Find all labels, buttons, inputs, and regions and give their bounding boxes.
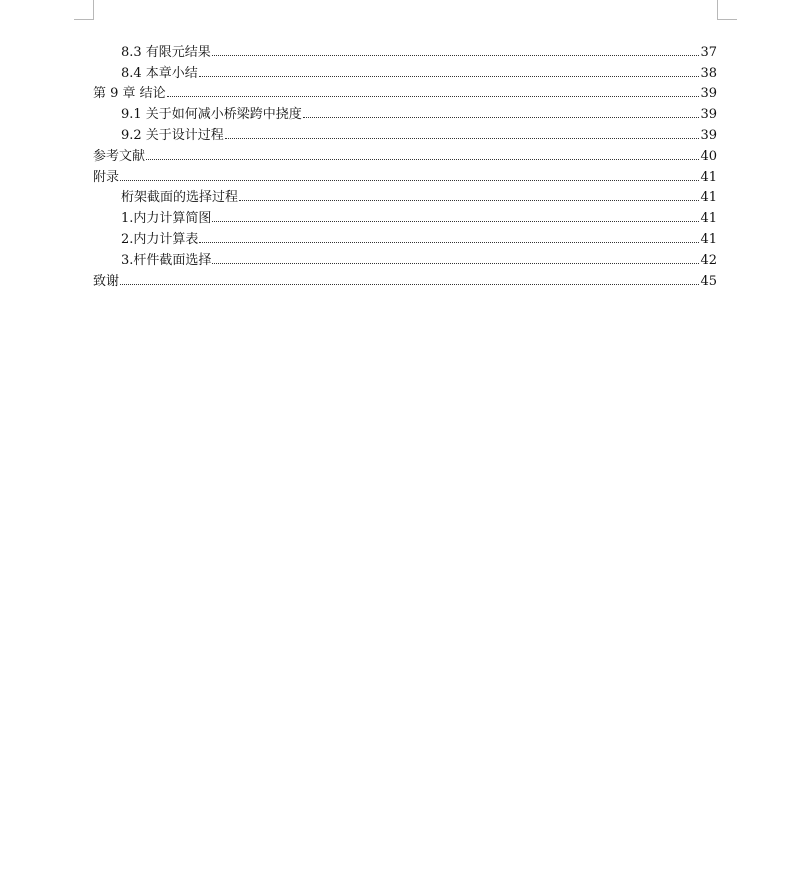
toc-entry[interactable] xyxy=(93,163,717,184)
toc-entry[interactable] xyxy=(93,225,717,246)
toc-page-number: 45 xyxy=(700,273,717,289)
toc-page-number: 37 xyxy=(700,44,717,60)
margin-corner-top-right xyxy=(717,0,737,20)
toc-page-number: 41 xyxy=(700,231,717,247)
toc-dot-leader xyxy=(303,117,700,118)
toc-entry-label: 1.内力计算简图 xyxy=(121,211,212,227)
toc-entry-label: 桁架截面的选择过程 xyxy=(121,190,239,206)
toc-entry[interactable] xyxy=(93,142,717,163)
toc-entry-label: 参考文献 xyxy=(93,148,146,164)
toc-entry-label: 8.4 本章小结 xyxy=(121,65,198,81)
toc-dot-leader xyxy=(199,242,699,243)
toc-page-number: 40 xyxy=(700,148,717,164)
toc-dot-leader xyxy=(212,221,699,222)
toc-dot-leader xyxy=(212,55,700,56)
toc-page-number: 41 xyxy=(700,169,717,185)
toc-dot-leader xyxy=(212,263,699,264)
toc-dot-leader xyxy=(239,200,699,201)
toc-page-number: 39 xyxy=(700,127,717,143)
toc-dot-leader xyxy=(120,180,699,181)
toc-entry-label: 致谢 xyxy=(93,273,120,289)
toc-dot-leader xyxy=(225,138,700,139)
toc-page-number: 41 xyxy=(700,211,717,227)
toc-entry-label: 附录 xyxy=(93,169,120,185)
toc-page-number: 39 xyxy=(700,86,717,102)
toc-entry-label: 2.内力计算表 xyxy=(121,231,199,247)
toc-dot-leader xyxy=(167,96,700,97)
toc-entry[interactable] xyxy=(93,267,717,288)
toc-entry[interactable] xyxy=(93,184,717,205)
toc-dot-leader xyxy=(120,284,699,285)
toc-page-number: 42 xyxy=(700,252,717,268)
toc-entry[interactable] xyxy=(93,80,717,101)
margin-corner-top-left xyxy=(74,0,94,20)
toc-entry[interactable] xyxy=(93,121,717,142)
toc-dot-leader xyxy=(146,159,699,160)
table-of-contents xyxy=(93,38,717,288)
toc-page-number: 41 xyxy=(700,190,717,206)
toc-entry[interactable] xyxy=(93,246,717,267)
toc-entry-label: 9.1 关于如何减小桥梁跨中挠度 xyxy=(121,107,302,123)
toc-entry-label: 第 9 章 结论 xyxy=(93,86,166,102)
toc-entry-label: 8.3 有限元结果 xyxy=(121,44,211,60)
toc-entry-label: 9.2 关于设计过程 xyxy=(121,127,224,143)
toc-entry[interactable] xyxy=(93,59,717,80)
toc-page-number: 39 xyxy=(700,107,717,123)
toc-entry[interactable] xyxy=(93,38,717,59)
toc-entry[interactable] xyxy=(93,100,717,121)
toc-page-number: 38 xyxy=(700,65,717,81)
toc-entry[interactable] xyxy=(93,204,717,225)
toc-dot-leader xyxy=(199,76,700,77)
toc-entry-label: 3.杆件截面选择 xyxy=(121,252,212,268)
